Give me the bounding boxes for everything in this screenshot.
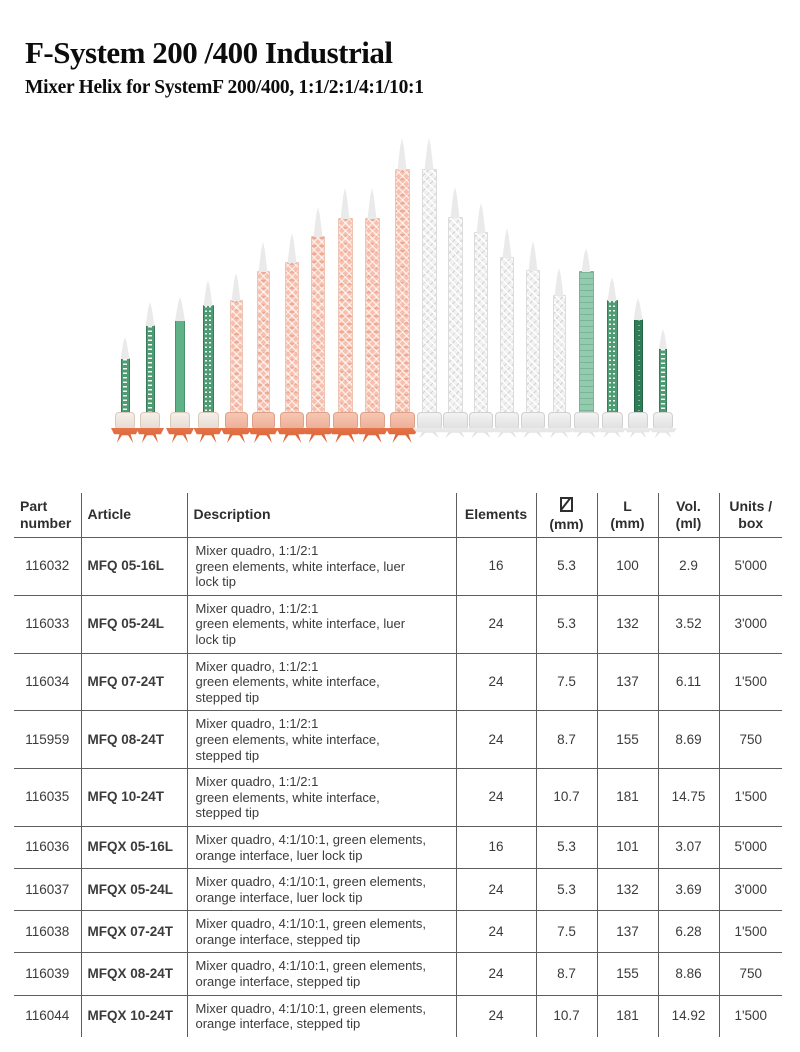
cell-length: 137: [597, 653, 658, 711]
mixer-cap: [225, 412, 248, 429]
cell-part: 115959: [14, 711, 81, 769]
cell-volume: 2.9: [658, 538, 719, 596]
cell-length: 181: [597, 995, 658, 1037]
mixer-body: [365, 218, 380, 413]
cell-diameter: 10.7: [536, 995, 597, 1037]
cell-elements: 24: [456, 869, 536, 911]
mixer-cap: [443, 412, 468, 429]
mixer-body: [285, 262, 299, 413]
mixer-body: [230, 300, 243, 413]
cell-article: MFQ 07-24T: [81, 653, 187, 711]
mixer-body: [203, 305, 214, 413]
cell-units: 3'000: [719, 869, 782, 911]
mixer-nozzle: [194, 280, 223, 443]
cell-diameter: 10.7: [536, 769, 597, 827]
cell-length: 132: [597, 595, 658, 653]
cell-part: 116035: [14, 769, 81, 827]
cell-diameter: 5.3: [536, 826, 597, 868]
cell-description: Mixer quadro, 4:1/10:1, green elements, orange interface, stepped tip: [187, 953, 456, 995]
mixer-body: [607, 300, 618, 413]
cell-diameter: 8.7: [536, 711, 597, 769]
page-title: F-System 200 /400 Industrial: [25, 35, 393, 70]
mixer-cap: [360, 412, 385, 429]
mixer-tip: [314, 207, 323, 237]
cell-part: 116037: [14, 869, 81, 911]
mixer-tip: [259, 242, 268, 272]
cell-units: 750: [719, 711, 782, 769]
table-row: [14, 995, 782, 1037]
product-spec-table: [14, 493, 782, 1037]
table-row: [14, 538, 782, 596]
cell-elements: 24: [456, 595, 536, 653]
cell-units: 750: [719, 953, 782, 995]
mixer-tip: [175, 297, 185, 321]
mixer-body: [500, 257, 514, 413]
mixer-cap: [333, 412, 358, 429]
cell-description: Mixer quadro, 1:1/2:1 green elements, white interface, luer lock tip: [187, 595, 456, 653]
mixer-flange: [356, 428, 389, 443]
mixer-cap: [390, 412, 415, 429]
cell-elements: 24: [456, 769, 536, 827]
table-body: [14, 538, 782, 1037]
cell-description: Mixer quadro, 1:1/2:1 green elements, white interface, stepped tip: [187, 653, 456, 711]
mixer-body: [526, 270, 540, 413]
cell-description: Mixer quadro, 1:1/2:1 green elements, white interface, stepped tip: [187, 769, 456, 827]
cell-volume: 3.69: [658, 869, 719, 911]
mixer-tip: [232, 273, 241, 301]
mixer-nozzle: [624, 298, 652, 438]
mixer-cap: [280, 412, 304, 429]
mixer-tip: [555, 268, 564, 296]
cell-part: 116036: [14, 826, 81, 868]
cell-volume: 3.07: [658, 826, 719, 868]
mixer-nozzle: [356, 188, 389, 443]
cell-part: 116044: [14, 995, 81, 1037]
cell-volume: 6.28: [658, 911, 719, 953]
cell-part: 116032: [14, 538, 81, 596]
mixer-body: [474, 232, 488, 413]
column-header-part: Part number: [14, 493, 81, 538]
column-header-diameter: (mm): [536, 493, 597, 538]
cell-elements: 16: [456, 538, 536, 596]
cell-description: Mixer quadro, 4:1/10:1, green elements, orange interface, luer lock tip: [187, 869, 456, 911]
table-row: [14, 595, 782, 653]
mixer-tip: [398, 138, 407, 170]
cell-article: MFQX 05-24L: [81, 869, 187, 911]
cell-diameter: 5.3: [536, 869, 597, 911]
column-header-units: Units / box: [719, 493, 782, 538]
cell-article: MFQX 05-16L: [81, 826, 187, 868]
mixer-tip: [288, 233, 297, 263]
cell-article: MFQ 10-24T: [81, 769, 187, 827]
cell-part: 116034: [14, 653, 81, 711]
mixer-body: [338, 218, 353, 413]
table-row: [14, 869, 782, 911]
mixer-cap: [140, 412, 160, 429]
cell-units: 5'000: [719, 826, 782, 868]
cell-volume: 14.75: [658, 769, 719, 827]
mixer-cap: [653, 412, 673, 429]
cell-diameter: 5.3: [536, 538, 597, 596]
page-subtitle: Mixer Helix for SystemF 200/400, 1:1/2:1/4:1/10:1: [25, 77, 424, 99]
mixer-cap: [115, 412, 135, 429]
cell-units: 1'500: [719, 769, 782, 827]
mixer-body: [395, 169, 410, 413]
mixer-flange: [248, 428, 279, 443]
cell-length: 155: [597, 711, 658, 769]
cell-volume: 3.52: [658, 595, 719, 653]
mixer-nozzle: [649, 329, 677, 438]
cell-elements: 24: [456, 711, 536, 769]
cell-article: MFQX 08-24T: [81, 953, 187, 995]
mixer-nozzle: [248, 242, 279, 443]
mixer-tip: [425, 138, 434, 170]
mixer-nozzle: [111, 337, 139, 443]
cell-description: Mixer quadro, 4:1/10:1, green elements, orange interface, luer lock tip: [187, 826, 456, 868]
mixer-flange: [649, 428, 677, 438]
cell-description: Mixer quadro, 1:1/2:1 green elements, white interface, stepped tip: [187, 711, 456, 769]
mixer-cap: [170, 412, 190, 429]
cell-diameter: 7.5: [536, 653, 597, 711]
mixer-flange: [136, 428, 164, 443]
mixer-body: [175, 320, 185, 413]
cell-volume: 6.11: [658, 653, 719, 711]
mixer-body: [422, 169, 437, 413]
cell-length: 181: [597, 769, 658, 827]
table-row: [14, 911, 782, 953]
mixer-body: [634, 319, 643, 413]
mixer-cap: [198, 412, 219, 429]
cell-article: MFQX 10-24T: [81, 995, 187, 1037]
cell-part: 116039: [14, 953, 81, 995]
mixer-tip: [634, 298, 643, 320]
cell-units: 1'500: [719, 653, 782, 711]
mixer-cap: [602, 412, 623, 429]
mixer-tip: [608, 277, 617, 301]
cell-diameter: 8.7: [536, 953, 597, 995]
page-header: [25, 36, 424, 99]
mixer-tip: [368, 188, 377, 219]
cell-units: 5'000: [719, 538, 782, 596]
column-header-article: Article: [81, 493, 187, 538]
mixer-tip: [451, 187, 460, 218]
cell-elements: 24: [456, 995, 536, 1037]
mixer-nozzle: [136, 302, 164, 443]
cell-units: 3'000: [719, 595, 782, 653]
cell-elements: 16: [456, 826, 536, 868]
table-row: [14, 826, 782, 868]
mixer-flange: [111, 428, 139, 443]
mixer-flange: [624, 428, 652, 438]
table-header: [14, 493, 782, 538]
cell-length: 101: [597, 826, 658, 868]
cell-length: 155: [597, 953, 658, 995]
mixer-tip: [341, 188, 350, 219]
cell-part: 116038: [14, 911, 81, 953]
mixer-cap: [628, 412, 648, 429]
mixer-nozzle: [598, 277, 627, 438]
cell-length: 132: [597, 869, 658, 911]
cell-article: MFQ 05-24L: [81, 595, 187, 653]
cell-volume: 8.86: [658, 953, 719, 995]
mixer-product-photo: [0, 130, 800, 452]
cell-units: 1'500: [719, 911, 782, 953]
mixer-body: [448, 217, 463, 413]
cell-description: Mixer quadro, 4:1/10:1, green elements, orange interface, stepped tip: [187, 995, 456, 1037]
mixer-cap: [469, 412, 493, 429]
table-header-row: [14, 493, 782, 538]
mixer-flange: [598, 428, 627, 438]
cell-volume: 8.69: [658, 711, 719, 769]
cell-elements: 24: [456, 953, 536, 995]
mixer-flange: [194, 428, 223, 443]
table-row: [14, 653, 782, 711]
mixer-tip: [503, 228, 512, 258]
cell-part: 116033: [14, 595, 81, 653]
column-header-volume: Vol. (ml): [658, 493, 719, 538]
mixer-body: [553, 295, 566, 413]
mixer-tip: [529, 241, 538, 271]
cell-diameter: 5.3: [536, 595, 597, 653]
mixer-cap: [495, 412, 519, 429]
mixer-cap: [548, 412, 571, 429]
table-row: [14, 711, 782, 769]
cell-units: 1'500: [734, 1008, 768, 1024]
cell-elements: 24: [456, 911, 536, 953]
mixer-body: [146, 325, 155, 413]
mixer-tip: [121, 337, 130, 359]
column-header-description: Description: [187, 493, 456, 538]
mixer-cap: [574, 412, 599, 429]
cell-length: 137: [597, 911, 658, 953]
cell-article: MFQX 07-24T: [81, 911, 187, 953]
mixer-tip: [146, 302, 155, 326]
mixer-tip: [659, 329, 667, 349]
column-header-elements: Elements: [456, 493, 536, 538]
mixer-tip: [477, 203, 486, 233]
cell-volume: 14.92: [658, 995, 719, 1037]
mixer-body: [579, 271, 594, 413]
cell-description: Mixer quadro, 4:1/10:1, green elements, orange interface, stepped tip: [187, 911, 456, 953]
cell-description: Mixer quadro, 1:1/2:1 green elements, white interface, luer lock tip: [187, 538, 456, 596]
mixer-tip: [204, 280, 213, 306]
mixer-nozzle: [166, 297, 194, 443]
cell-article: MFQ 05-16L: [81, 538, 187, 596]
column-header-length: L (mm): [597, 493, 658, 538]
mixer-body: [257, 271, 270, 413]
mixer-tip: [582, 248, 591, 272]
mixer-body: [311, 236, 325, 413]
cell-diameter: 7.5: [536, 911, 597, 953]
mixer-body: [659, 348, 667, 413]
cell-elements: 24: [456, 653, 536, 711]
cell-article: MFQ 08-24T: [81, 711, 187, 769]
mixer-cap: [521, 412, 545, 429]
mixer-cap: [252, 412, 275, 429]
mixer-flange: [166, 428, 194, 443]
mixer-body: [121, 358, 130, 413]
cell-length: 100: [597, 538, 658, 596]
mixer-cap: [306, 412, 330, 429]
diameter-symbol-icon: [560, 497, 573, 512]
table-row: [14, 769, 782, 827]
table-row: [14, 953, 782, 995]
